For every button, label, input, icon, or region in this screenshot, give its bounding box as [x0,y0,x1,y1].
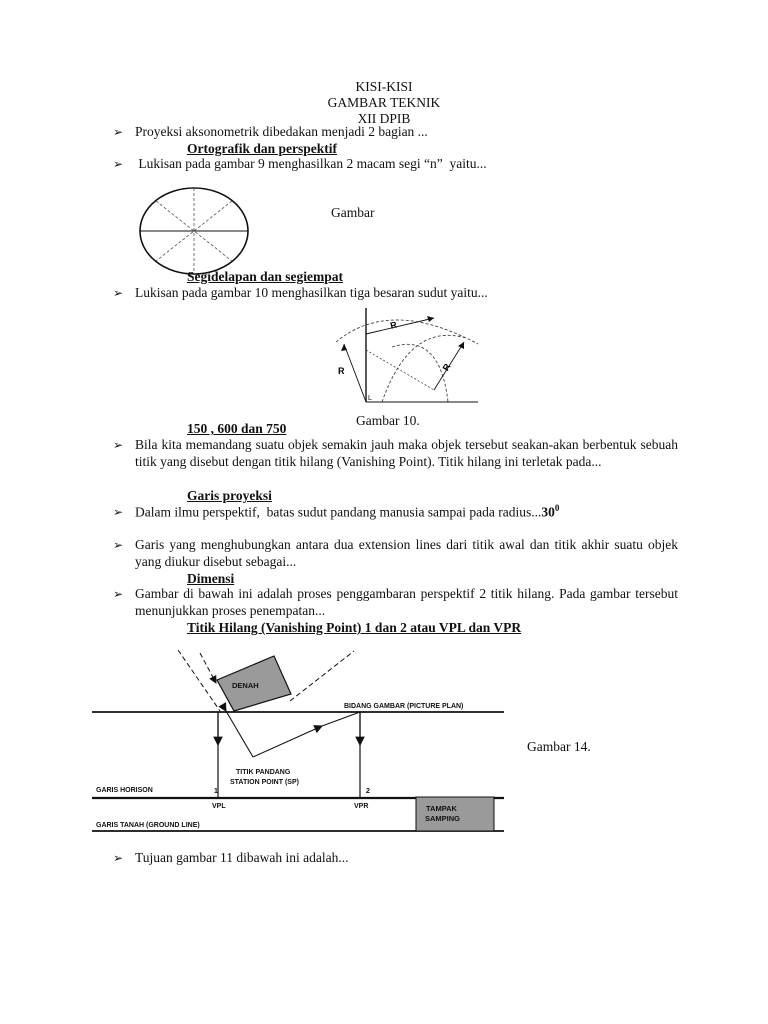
bullet-icon: ➢ [113,505,124,519]
figure-10-angle-construction [330,302,480,404]
question-5 [135,503,559,521]
bullet-icon: ➢ [113,587,124,601]
figure-9-label: Gambar [331,205,375,220]
figure-9-octagon-circle [138,186,250,276]
answer-1: Ortografik dan perspektif [187,141,337,156]
garis-horison-label: GARIS HORISON [96,787,153,794]
question-5-text: Dalam ilmu perspektif, batas sudut pandang manusia sampai pada radius... [135,504,542,520]
radius-label: R [338,366,345,376]
answer-5: 30 [541,504,555,520]
question-1: Proyeksi aksonometrik dibedakan menjadi 2 bagian ... [135,124,428,139]
figure-10-label: Gambar 10. [356,413,420,428]
figure-14-two-point-perspective [90,645,510,840]
garis-tanah-label: GARIS TANAH (GROUND LINE) [96,822,200,829]
vpr-label: VPR [354,803,369,810]
question-3: Lukisan pada gambar 10 menghasilkan tiga besaran sudut yaitu... [135,285,488,300]
bidang-gambar-label: BIDANG GAMBAR (PICTURE PLAN) [344,703,464,710]
tampak-label-1: TAMPAK [426,804,457,813]
bullet-icon: ➢ [113,157,124,171]
answer-2: Segidelapan dan segiempat [187,269,344,284]
vp1-number: 1 [214,788,218,795]
radius-label: R [440,361,453,373]
vpl-label: VPL [212,803,226,810]
question-2: Lukisan pada gambar 9 menghasilkan 2 macam segi “n” yaitu... [135,156,487,171]
station-point-label: STATION POINT (SP) [230,779,299,786]
bullet-icon: ➢ [113,538,124,552]
tampak-label-2: SAMPING [425,814,461,823]
answer-6: Dimensi [187,571,235,586]
question-8: Tujuan gambar 11 dibawah ini adalah... [135,850,349,865]
answer-7: Titik Hilang (Vanishing Point) 1 dan 2 atau VPL dan VPR [187,620,522,635]
answer-4: Garis proyeksi [187,488,272,503]
doc-class: XII DPIB [357,111,411,126]
bullet-icon: ➢ [113,286,124,300]
question-7: Gambar di bawah ini adalah proses penggambaran perspektif 2 titik hilang. Pada gambar tersebut menunjukkan proses penempatan... [135,586,678,618]
bullet-icon: ➢ [113,851,124,865]
figure-14-label: Gambar 14. [527,739,591,754]
answer-3: 150 , 600 dan 750 [187,421,287,436]
denah-label: DENAH [232,681,259,690]
angle-mark-label: L [368,395,372,402]
titik-pandang-label: TITIK PANDANG [236,769,291,776]
bullet-icon: ➢ [113,125,124,139]
question-4: Bila kita memandang suatu objek semakin jauh maka objek tersebut seakan-akan berbentuk sebuah titik yang disebut dengan titik hilang (Vanishing Point). Titik hilang ini terletak pada... [135,437,678,469]
doc-subject: GAMBAR TEKNIK [327,95,441,110]
degree-sup: 0 [554,503,560,513]
doc-title: KISI-KISI [355,79,413,94]
vp2-number: 2 [366,788,370,795]
question-6: Garis yang menghubungkan antara dua extension lines dari titik awal dan titik akhir suatu objek yang diukur disebut sebagai... [135,537,678,569]
bullet-icon: ➢ [113,438,124,452]
radius-label: R [389,319,398,331]
